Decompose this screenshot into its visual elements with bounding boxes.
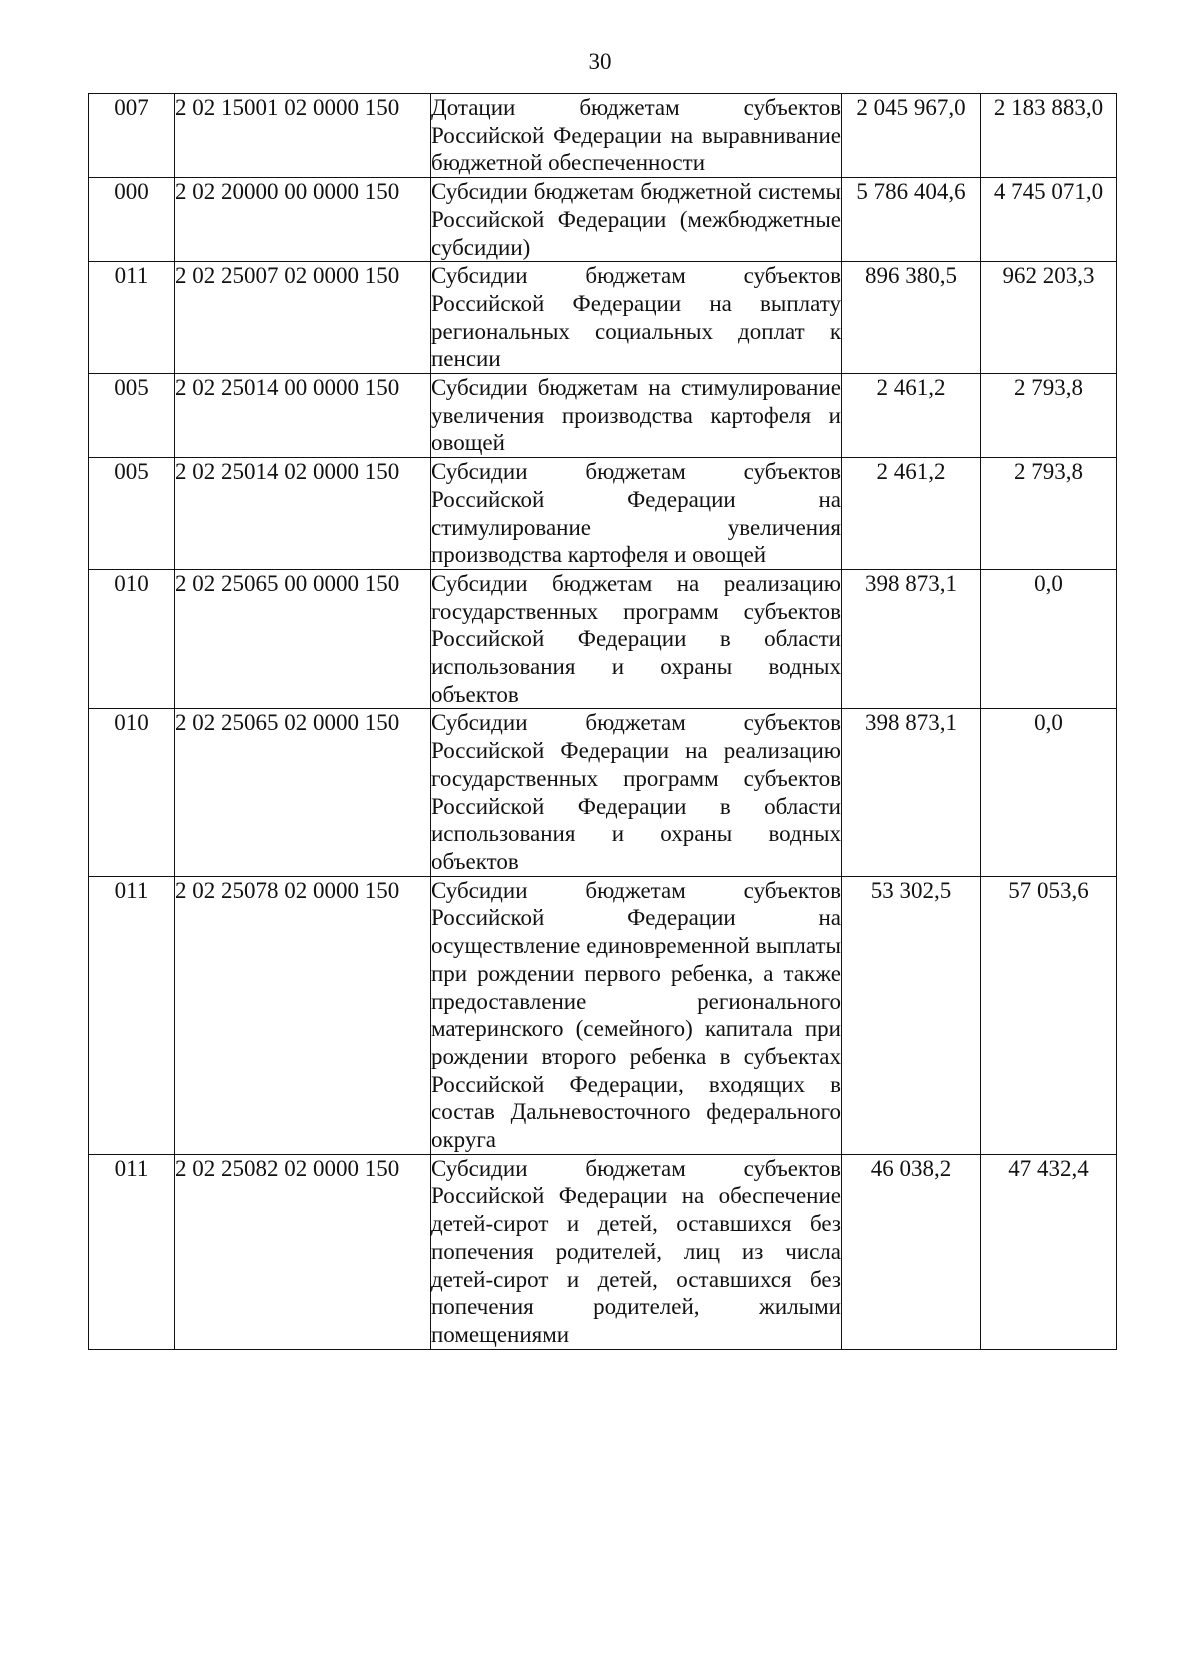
table-row: [89, 458, 1117, 570]
admin-code-cell: 011: [89, 876, 175, 1154]
amount-year-1-cell: 53 302,5: [842, 876, 981, 1154]
table-row: [89, 374, 1117, 458]
table-row: [89, 94, 1117, 178]
amount-year-1-cell: 896 380,5: [842, 262, 981, 374]
amount-year-1-cell: 398 873,1: [842, 709, 981, 876]
admin-code-cell: 007: [89, 94, 175, 178]
revenue-table-body: [89, 94, 1117, 1350]
revenue-name-cell: Субсидии бюджетам субъектов Российской Федерации на осуществление единовременной выплаты при рождении первого ребенка, а также предоставление регионального материнского (семейного) капитала при рождении второго ребенка в субъектах Российской Федерации, входящих в состав Дальневосточного федерального округа: [431, 876, 842, 1154]
amount-year-1-cell: 398 873,1: [842, 569, 981, 709]
admin-code-cell: 000: [89, 178, 175, 262]
admin-code-cell: 005: [89, 374, 175, 458]
admin-code-cell: 011: [89, 262, 175, 374]
amount-year-2-cell: 2 183 883,0: [981, 94, 1117, 178]
table-row: [89, 876, 1117, 1154]
revenue-name-cell: Субсидии бюджетам субъектов Российской Федерации на выплату региональных социальных доплат к пенсии: [431, 262, 842, 374]
budget-code-cell: 2 02 25065 02 0000 150: [175, 709, 431, 876]
budget-code-cell: 2 02 25014 02 0000 150: [175, 458, 431, 570]
amount-year-2-cell: 47 432,4: [981, 1154, 1117, 1349]
revenue-name-cell: Субсидии бюджетам субъектов Российской Федерации на обеспечение детей-сирот и детей, оставшихся без попечения родителей, лиц из числа детей-сирот и детей, оставшихся без попечения родителей, жилыми помещениями: [431, 1154, 842, 1349]
table-row: [89, 569, 1117, 709]
revenue-name-cell: Дотации бюджетам субъектов Российской Федерации на выравнивание бюджетной обеспеченности: [431, 94, 842, 178]
budget-code-cell: 2 02 25082 02 0000 150: [175, 1154, 431, 1349]
revenue-name-cell: Субсидии бюджетам субъектов Российской Федерации на стимулирование увеличения производства картофеля и овощей: [431, 458, 842, 570]
budget-code-cell: 2 02 25065 00 0000 150: [175, 569, 431, 709]
amount-year-1-cell: 5 786 404,6: [842, 178, 981, 262]
revenue-name-cell: Субсидии бюджетам на стимулирование увеличения производства картофеля и овощей: [431, 374, 842, 458]
budget-code-cell: 2 02 20000 00 0000 150: [175, 178, 431, 262]
amount-year-2-cell: 2 793,8: [981, 458, 1117, 570]
amount-year-1-cell: 46 038,2: [842, 1154, 981, 1349]
budget-code-cell: 2 02 15001 02 0000 150: [175, 94, 431, 178]
amount-year-2-cell: 2 793,8: [981, 374, 1117, 458]
amount-year-2-cell: 0,0: [981, 709, 1117, 876]
revenue-name-cell: Субсидии бюджетам субъектов Российской Федерации на реализацию государственных программ субъектов Российской Федерации в области использования и охраны водных объектов: [431, 709, 842, 876]
revenue-name-cell: Субсидии бюджетам бюджетной системы Российской Федерации (межбюджетные субсидии): [431, 178, 842, 262]
amount-year-1-cell: 2 461,2: [842, 458, 981, 570]
budget-code-cell: 2 02 25078 02 0000 150: [175, 876, 431, 1154]
admin-code-cell: 005: [89, 458, 175, 570]
amount-year-2-cell: 0,0: [981, 569, 1117, 709]
amount-year-1-cell: 2 461,2: [842, 374, 981, 458]
page-number: 30: [588, 49, 612, 74]
table-row: [89, 262, 1117, 374]
amount-year-2-cell: 4 745 071,0: [981, 178, 1117, 262]
table-row: [89, 178, 1117, 262]
table-row: [89, 1154, 1117, 1349]
amount-year-2-cell: 962 203,3: [981, 262, 1117, 374]
table-row: [89, 709, 1117, 876]
revenue-table: [88, 93, 1117, 1350]
admin-code-cell: 010: [89, 569, 175, 709]
amount-year-2-cell: 57 053,6: [981, 876, 1117, 1154]
admin-code-cell: 010: [89, 709, 175, 876]
amount-year-1-cell: 2 045 967,0: [842, 94, 981, 178]
revenue-name-cell: Субсидии бюджетам на реализацию государственных программ субъектов Российской Федерации в области использования и охраны водных объектов: [431, 569, 842, 709]
admin-code-cell: 011: [89, 1154, 175, 1349]
budget-code-cell: 2 02 25007 02 0000 150: [175, 262, 431, 374]
budget-code-cell: 2 02 25014 00 0000 150: [175, 374, 431, 458]
